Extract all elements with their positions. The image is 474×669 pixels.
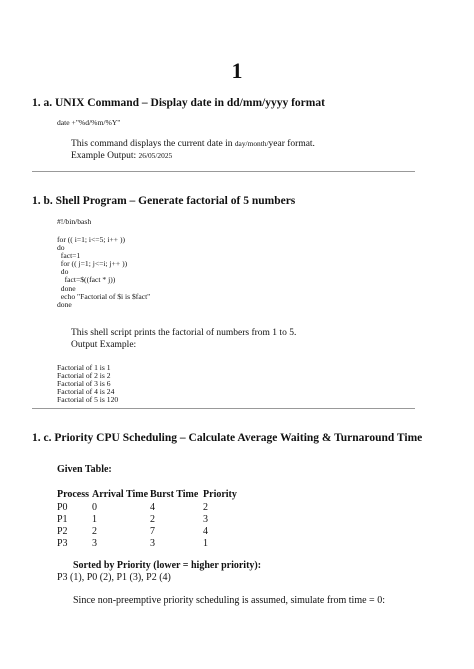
table-cell: 2 [203,501,209,513]
table-cell: P2 [57,525,68,537]
sorted-by-priority-label: Sorted by Priority (lower = higher priority): [73,560,262,571]
table-cell: 4 [150,501,156,513]
factorial-script-code: for (( i=1; i<=5; i++ )) do fact=1 for (( j=1; j<=i; j++ )) do fact=$((fact * j)) done echo "Factorial of $i is $fact" done [57,235,151,309]
column-header: Burst Time [150,489,199,500]
table-cell: P1 [57,513,68,525]
simulation-note: Since non-preemptive priority scheduling is assumed, simulate from time = 0: [73,595,385,606]
table-cell: 7 [150,525,156,537]
table-cell: 4 [203,525,209,537]
table-cell: 3 [92,537,97,549]
factorial-output: Factorial of 1 is 1 Factorial of 2 is 2 Factorial of 3 is 6 Factorial of 4 is 24 Factorial of 5 is 120 [57,363,119,405]
table-cell: 3 [203,513,209,525]
table-cell: 1 [203,537,209,549]
table-row [57,513,239,525]
date-command-code: date +"%d/%m/%Y" [57,118,121,127]
table-row [57,537,239,549]
table-row [57,525,239,537]
table-cell: 0 [92,501,97,513]
section-b-description: This shell script prints the factorial of numbers from 1 to 5. [71,328,297,338]
section-a-heading: 1. a. UNIX Command – Display date in dd/mm/yyyy format [32,97,325,109]
section-a-description: This command displays the current date in day/month/year format. [71,139,315,149]
table-cell: 1 [92,513,97,525]
section-divider [32,408,415,409]
column-header: Priority [203,489,237,500]
section-c-heading: 1. c. Priority CPU Scheduling – Calculate Average Waiting & Turnaround Time [32,432,423,444]
table-cell: 3 [150,537,156,549]
column-header: Arrival Time [92,489,149,500]
table-cell: P0 [57,501,68,513]
output-example-label: Output Example: [71,340,137,350]
table-header-row [57,489,239,501]
given-table-label: Given Table: [57,464,112,475]
section-divider [32,171,415,172]
table-cell: 2 [92,525,97,537]
column-header: Process [57,489,90,500]
section-b-heading: 1. b. Shell Program – Generate factorial of 5 numbers [32,195,296,207]
process-table [57,489,239,549]
sorted-order: P3 (1), P0 (2), P1 (3), P2 (4) [57,572,171,583]
page-number: 1 [231,58,243,83]
table-cell: P3 [57,537,68,549]
table-cell: 2 [150,513,156,525]
section-a-example: Example Output: 26/05/2025 [71,151,173,161]
table-row [57,501,239,513]
shebang-line: #!/bin/bash [57,217,92,226]
